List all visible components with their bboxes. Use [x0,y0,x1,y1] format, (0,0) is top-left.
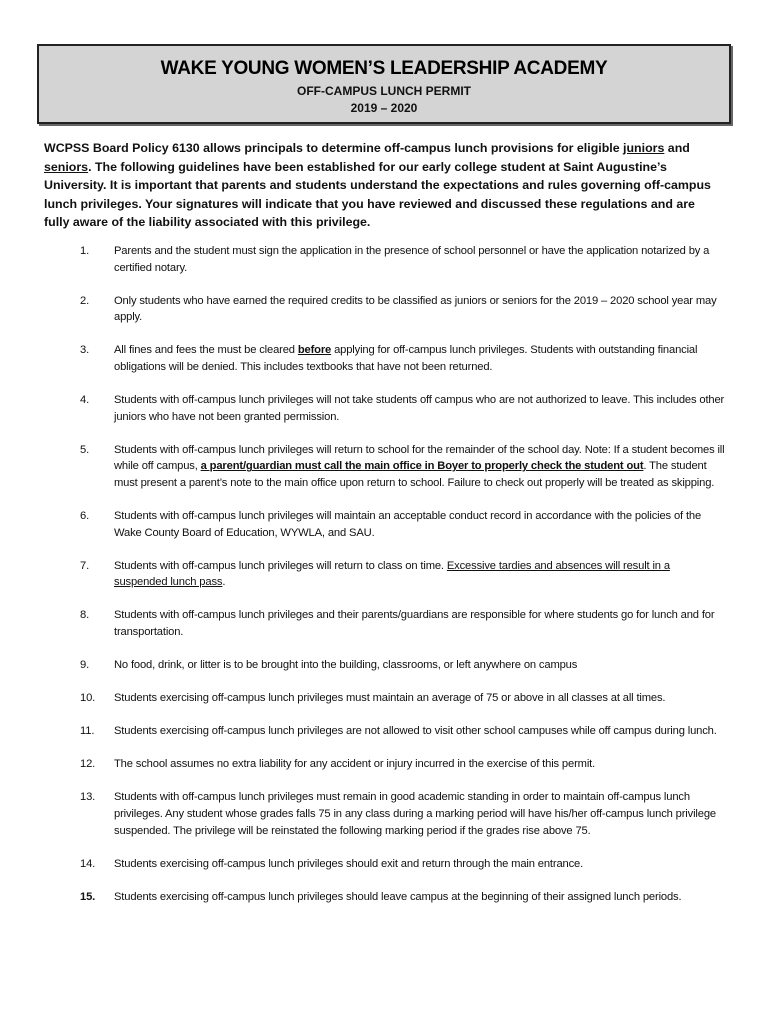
rule-text: The school assumes no extra liability for any accident or injury incurred in the exercise of this permit. [114,758,596,771]
rule-number: 1. [80,245,90,257]
rule-text: applying for off-campus lunch privileges. Students with outstanding financial obligations will be denied. This includes textbooks that have not been returned. [114,344,698,373]
rule-emphasis: Excessive tardies and absences will result in a suspended lunch pass [114,559,670,589]
rule-number: 6. [80,510,90,523]
rule-emphasis: before [297,344,332,357]
rule-item [0,756,770,773]
intro-juniors: juniors [623,141,665,155]
rule-text: Only students who have earned the required credits to be classified as juniors or seniors for the 2019 – 2020 school year may apply. [114,294,717,324]
rule-item [0,293,770,326]
rule-number: 8. [80,609,90,622]
rule-number: 2. [80,294,90,307]
rule-item [0,342,770,375]
rule-item [0,789,770,839]
rule-item [0,508,770,541]
rule-number: 11. [80,725,95,738]
rule-number: 12. [80,758,96,771]
intro-text-1: WCPSS Board Policy 6130 allows principals to determine off-campus lunch provisions for eligible [44,141,624,155]
rule-item [0,723,770,740]
rule-item [0,657,770,674]
rule-number: 14. [80,857,96,870]
rule-item [0,889,770,906]
rule-number: 5. [80,443,90,456]
rule-text: Students with off-campus lunch privileges will maintain an acceptable conduct record in accordance with the policies of the Wake County Board of Education, WYWLA, and SAU. [114,510,702,539]
rule-number: 7. [80,559,90,572]
rule-text: . The student must present a parent’s note to the main office upon return to school. Failure to check out properly will be treated as skipping. [114,460,715,489]
rule-number: 4. [80,394,90,407]
rule-text: Students exercising off-campus lunch privileges are not allowed to visit other school campuses while off campus during lunch. [114,725,717,738]
intro-paragraph [44,139,714,232]
rule-number: 9. [80,659,90,672]
rule-text: Students exercising off-campus lunch privileges should leave campus at the beginning of their assigned lunch periods. [114,890,682,903]
rule-item [0,243,770,276]
rule-number: 3. [80,344,90,357]
rule-text: Students exercising off-campus lunch privileges must maintain an average of 75 or above in all classes at all times. [114,692,666,705]
permit-title: OFF-CAMPUS LUNCH PERMIT [297,84,471,98]
rule-number: 10. [80,692,96,705]
rule-text: Students with off-campus lunch privileges will return to class on time. [114,559,447,572]
title-banner [37,44,731,124]
rule-emphasis: a parent/guardian must call the main office in Boyer to properly check the student out [200,460,644,473]
rules-list [0,243,770,922]
rule-text: Students with off-campus lunch privileges must remain in good academic standing in order to maintain off-campus lunch privileges. Any student whose grades falls 75 in any class during a marking period will have his/her off-campus lunch privilege suspended. The privilege will be reinstated the following marking period if the grades rise above 75. [114,791,716,837]
rule-number: 15. [80,890,96,903]
rule-item [0,607,770,640]
rule-text: Parents and the student must sign the application in the presence of school personnel or have the application notarized by a certified notary. [114,245,710,274]
rule-text: Students with off-campus lunch privileges will return to school for the remainder of the school day. Note: If a student becomes ill while off campus, [114,443,725,473]
school-name: WAKE YOUNG WOMEN’S LEADERSHIP ACADEMY [160,58,608,79]
rule-number: 13. [80,791,96,804]
rule-text: Students exercising off-campus lunch privileges should exit and return through the main entrance. [114,857,584,870]
rule-text: Students with off-campus lunch privileges and their parents/guardians are responsible for where students go for lunch and for transportation. [114,609,715,638]
rule-item [0,442,770,492]
intro-and: and [664,141,690,155]
school-year: 2019 – 2020 [350,101,418,115]
rule-text: Students with off-campus lunch privileges will not take students off campus who are not authorized to leave. This includes other juniors who have not been granted permission. [114,394,725,423]
rule-item [0,392,770,425]
rule-text: . [222,576,226,589]
intro-text-2: . The following guidelines have been established for our early college student at Saint Augustine’s University. It is important that parents and students understand the expectations and rules governing off-campus lunch privileges. Your signatures will indicate that you have reviewed and discussed these regulations and are fully aware of the liability associated with this privilege. [44,159,711,230]
rule-item [0,856,770,873]
rule-item [0,690,770,707]
rule-text: No food, drink, or litter is to be brought into the building, classrooms, or left anywhere on campus [114,659,578,672]
rule-item [0,558,770,591]
rule-text: All fines and fees the must be cleared [114,344,298,357]
intro-seniors: seniors [44,159,89,174]
